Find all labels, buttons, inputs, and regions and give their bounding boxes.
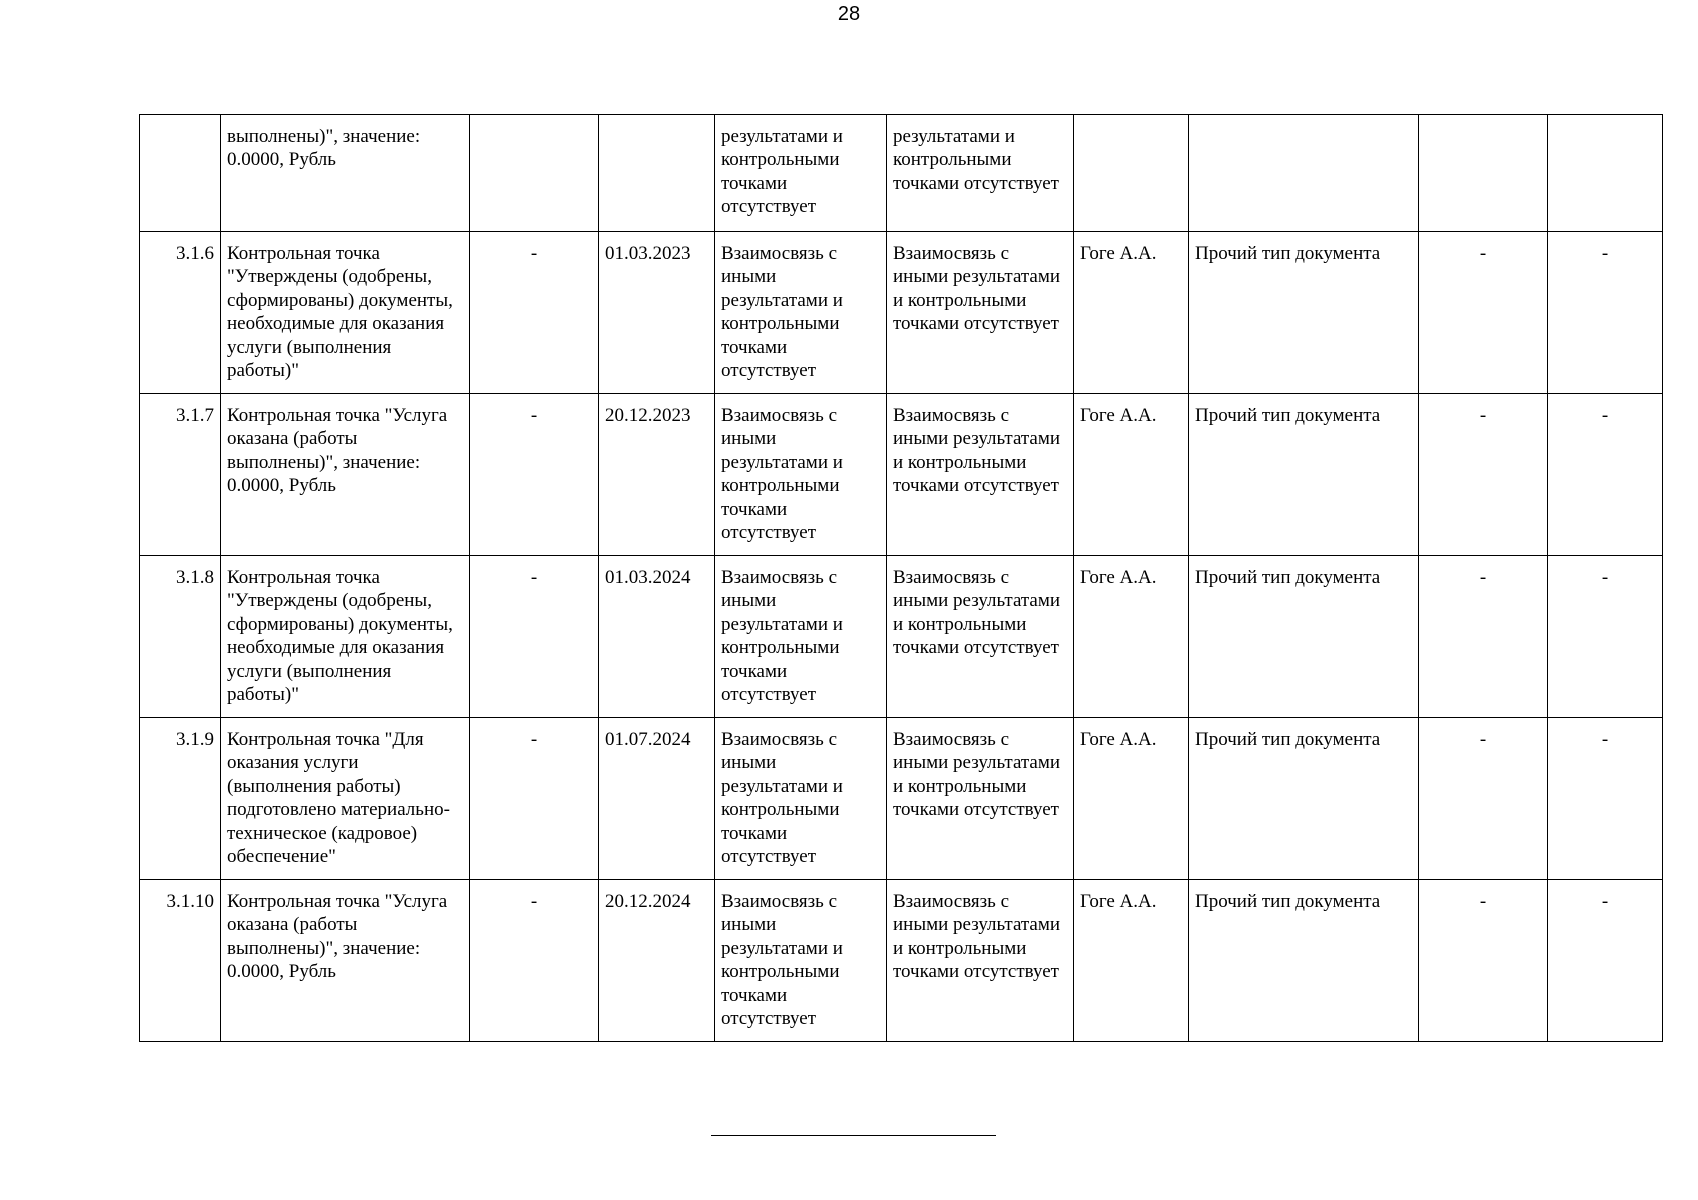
- cell-relation-prev: Взаимосвязь с иными результатами и контрольными точками отсутствует: [715, 880, 887, 1042]
- cell-start: -: [470, 556, 599, 718]
- table-row-continued: [140, 115, 1663, 232]
- cell-relation-next: Взаимосвязь с иными результатами и контрольными точками отсутствует: [887, 880, 1074, 1042]
- cell-responsible: Гоге А.А.: [1074, 394, 1189, 556]
- table-row: [140, 880, 1663, 1042]
- cell-relation-prev: Взаимосвязь с иными результатами и контрольными точками отсутствует: [715, 232, 887, 394]
- cell-name: выполнены)", значение: 0.0000, Рубль: [221, 115, 470, 232]
- cell-col10: -: [1548, 718, 1663, 880]
- cell-start: -: [470, 232, 599, 394]
- cell-responsible: Гоге А.А.: [1074, 880, 1189, 1042]
- cell-start: -: [470, 880, 599, 1042]
- table-row: [140, 394, 1663, 556]
- cell-responsible: Гоге А.А.: [1074, 232, 1189, 394]
- cell-num: 3.1.8: [140, 556, 221, 718]
- table-row: [140, 232, 1663, 394]
- cell-col10: -: [1548, 556, 1663, 718]
- cell-name: Контрольная точка "Услуга оказана (работы выполнены)", значение: 0.0000, Рубль: [221, 394, 470, 556]
- cell-relation-prev: Взаимосвязь с иными результатами и контрольными точками отсутствует: [715, 718, 887, 880]
- cell-end: 01.07.2024: [599, 718, 715, 880]
- cell-num: 3.1.10: [140, 880, 221, 1042]
- cell-end: 01.03.2024: [599, 556, 715, 718]
- cell-num: 3.1.6: [140, 232, 221, 394]
- cell-name: Контрольная точка "Утверждены (одобрены, сформированы) документы, необходимые для оказания услуги (выполнения работы)": [221, 556, 470, 718]
- cell-num: [140, 115, 221, 232]
- cell-relation-prev: результатами и контрольными точками отсутствует: [715, 115, 887, 232]
- cell-document-type: Прочий тип документа: [1189, 394, 1419, 556]
- cell-end: [599, 115, 715, 232]
- table-row: [140, 718, 1663, 880]
- page-number: 28: [837, 3, 861, 25]
- cell-name: Контрольная точка "Утверждены (одобрены, сформированы) документы, необходимые для оказания услуги (выполнения работы)": [221, 232, 470, 394]
- cell-col9: -: [1419, 394, 1548, 556]
- cell-col10: [1548, 115, 1663, 232]
- cell-document-type: Прочий тип документа: [1189, 880, 1419, 1042]
- control-points-table: [139, 114, 1663, 1042]
- cell-document-type: Прочий тип документа: [1189, 556, 1419, 718]
- cell-col9: -: [1419, 232, 1548, 394]
- cell-col10: -: [1548, 880, 1663, 1042]
- cell-relation-next: Взаимосвязь с иными результатами и контрольными точками отсутствует: [887, 556, 1074, 718]
- cell-document-type: [1189, 115, 1419, 232]
- cell-num: 3.1.7: [140, 394, 221, 556]
- cell-responsible: Гоге А.А.: [1074, 718, 1189, 880]
- cell-start: -: [470, 394, 599, 556]
- cell-document-type: Прочий тип документа: [1189, 232, 1419, 394]
- cell-relation-next: Взаимосвязь с иными результатами и контрольными точками отсутствует: [887, 394, 1074, 556]
- table-row: [140, 556, 1663, 718]
- cell-end: 01.03.2023: [599, 232, 715, 394]
- cell-end: 20.12.2023: [599, 394, 715, 556]
- cell-col9: -: [1419, 718, 1548, 880]
- cell-col10: -: [1548, 232, 1663, 394]
- cell-relation-prev: Взаимосвязь с иными результатами и контрольными точками отсутствует: [715, 394, 887, 556]
- cell-name: Контрольная точка "Услуга оказана (работы выполнены)", значение: 0.0000, Рубль: [221, 880, 470, 1042]
- cell-name: Контрольная точка "Для оказания услуги (выполнения работы) подготовлено материально-техническое (кадровое) обеспечение": [221, 718, 470, 880]
- cell-relation-prev: Взаимосвязь с иными результатами и контрольными точками отсутствует: [715, 556, 887, 718]
- cell-end: 20.12.2024: [599, 880, 715, 1042]
- cell-document-type: Прочий тип документа: [1189, 718, 1419, 880]
- cell-relation-next: результатами и контрольными точками отсутствует: [887, 115, 1074, 232]
- footer-divider: [711, 1135, 996, 1136]
- cell-start: [470, 115, 599, 232]
- cell-start: -: [470, 718, 599, 880]
- cell-col9: -: [1419, 556, 1548, 718]
- cell-col9: -: [1419, 880, 1548, 1042]
- cell-col9: [1419, 115, 1548, 232]
- cell-relation-next: Взаимосвязь с иными результатами и контрольными точками отсутствует: [887, 232, 1074, 394]
- cell-responsible: [1074, 115, 1189, 232]
- cell-num: 3.1.9: [140, 718, 221, 880]
- cell-relation-next: Взаимосвязь с иными результатами и контрольными точками отсутствует: [887, 718, 1074, 880]
- cell-col10: -: [1548, 394, 1663, 556]
- cell-responsible: Гоге А.А.: [1074, 556, 1189, 718]
